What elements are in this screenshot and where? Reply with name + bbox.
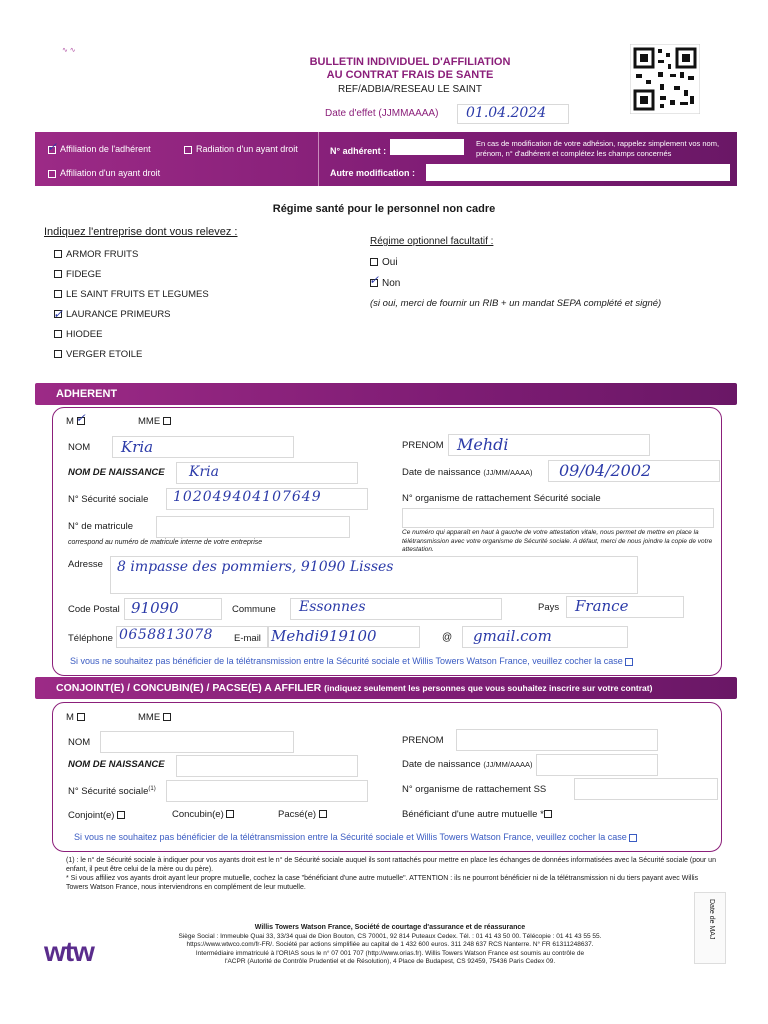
commune-label: Commune: [232, 604, 276, 615]
conjoint-secu-field[interactable]: [166, 780, 368, 802]
entreprise-prompt: Indiquez l'entreprise dont vous relevez :: [44, 226, 238, 238]
secu-label: N° Sécurité sociale: [68, 494, 149, 505]
email-user-value: Mehdi919100: [271, 627, 377, 645]
nom-naissance-value: Kria: [189, 464, 219, 480]
company-fidege[interactable]: FIDEGE: [54, 265, 209, 285]
autre-modification-field[interactable]: [426, 164, 730, 181]
qr-code-icon: [630, 44, 700, 114]
regime-title: Régime santé pour le personnel non cadre: [272, 203, 496, 215]
secu-value: 102049404107649: [173, 489, 322, 505]
checkbox-teletrans-adherent[interactable]: [625, 658, 633, 666]
civilite-mme[interactable]: MME: [138, 416, 175, 427]
option-affiliation-ayant-droit[interactable]: Affiliation d'un ayant droit: [48, 168, 160, 178]
nom-naissance-field[interactable]: [176, 462, 358, 484]
matricule-field[interactable]: [156, 516, 350, 538]
date-maj-box: [694, 892, 726, 964]
conjoint-prenom-field[interactable]: [456, 729, 658, 751]
checkbox-conjoint-mme[interactable]: [163, 713, 171, 721]
conjoint-teletrans-note[interactable]: Si vous ne souhaitez pas bénéficier de la télétransmission entre la Sécurité sociale et Willis Towers Watson France, veuillez cocher la case: [74, 832, 641, 842]
conjoint-civilite-mme[interactable]: MME: [138, 712, 175, 723]
conjoint-section-title: [56, 682, 652, 694]
organisme-note: Ce numéro qui apparaît en haut à gauche de votre attestation vitale, nous permet de mettre en place la télétransmission avec votre organisme de Sécurité sociale. A défaut, merci de nous joindre la copie de votre attestation.: [402, 529, 713, 553]
prenom-field[interactable]: [448, 434, 650, 456]
date-naissance-value: 09/04/2002: [559, 461, 652, 480]
company-le-saint[interactable]: LE SAINT FRUITS ET LEGUMES: [54, 285, 209, 305]
autre-modification-label: Autre modification :: [330, 168, 415, 178]
email-domain-field[interactable]: [462, 626, 628, 648]
modification-note: En cas de modification de votre adhésion, rappelez simplement vos nom, prénom, n° d'adhérent et complétez les champs concernés: [476, 139, 720, 158]
adherent-section-title: ADHERENT: [56, 388, 118, 400]
optional-oui[interactable]: Oui: [370, 257, 398, 268]
wtw-logo: wtw: [44, 936, 94, 967]
email-domain-value: gmail.com: [473, 627, 552, 645]
conjoint-date-naissance-label: Date de naissance (JJ/MM/AAAA): [402, 759, 533, 770]
checkbox-mme[interactable]: [163, 417, 171, 425]
company-list: [54, 245, 209, 365]
footnote-1: (1) : le n° de Sécurité sociale à indiquer pour vos ayants droit est le n° de Sécurité sociale auquel ils sont rattachés pour mettre en place les échanges de données informatisées avec la Sécurité sociale (pour un enfant, il peut être celui de la mère ou du père).: [66, 857, 716, 873]
secu-field[interactable]: [166, 488, 368, 510]
date-naissance-field[interactable]: [548, 460, 720, 482]
checkbox-affiliation-adherent[interactable]: [48, 146, 56, 154]
option-affiliation-adherent[interactable]: ✓Affiliation de l'adhérent: [48, 144, 151, 154]
checkbox-company[interactable]: [54, 270, 62, 278]
conjoint-nom-naissance-field[interactable]: [176, 755, 358, 777]
conjoint-frame: [52, 702, 722, 852]
checkbox-non[interactable]: [370, 279, 378, 287]
prenom-value: Mehdi: [457, 435, 509, 454]
telephone-value: 0658813078: [119, 627, 214, 643]
checkbox-company[interactable]: [54, 250, 62, 258]
footer-line4: Intermédiaire immatriculé à l'ORIAS sous le n° 07 001 707 (http://www.orias.fr). Willis Towers Watson France est soumis au contrôle de: [195, 949, 585, 957]
nom-label: NOM: [68, 442, 91, 453]
code-postal-label: Code Postal: [68, 604, 120, 615]
footer-line5: l'ACPR (Autorité de Contrôle Prudentiel et de Résolution), 4 Place de Budapest, CS 92459, 75436 Paris Cedex 09.: [224, 958, 556, 965]
optional-non[interactable]: ✓Non: [370, 278, 400, 289]
conjoint-nom-label: NOM: [68, 737, 91, 748]
footer-company: Willis Towers Watson France, Société de courtage d'assurance et de réassurance: [254, 924, 526, 931]
code-postal-value: 91090: [131, 599, 179, 617]
matricule-label: N° de matricule: [68, 521, 134, 532]
conjoint-date-naissance-field[interactable]: [536, 754, 658, 776]
pays-value: France: [575, 597, 629, 615]
form-title-line2: AU CONTRAT FRAIS DE SANTE: [326, 69, 494, 81]
option-radiation-ayant-droit[interactable]: Radiation d'un ayant droit: [184, 144, 298, 154]
type-conjoint[interactable]: Conjoint(e): [68, 810, 129, 821]
nom-value: Kria: [121, 438, 154, 456]
nom-naissance-label: NOM DE NAISSANCE: [68, 467, 165, 478]
num-adherent-label: N° adhérent :: [330, 146, 387, 156]
form-title-line1: BULLETIN INDIVIDUEL D'AFFILIATION: [309, 56, 511, 68]
adresse-value: 8 impasse des pommiers, 91090 Lisses: [117, 559, 394, 575]
footer-text: [140, 924, 640, 967]
civilite-m[interactable]: M ✓: [66, 416, 89, 427]
autre-mutuelle[interactable]: Bénéficiant d'une autre mutuelle *: [402, 809, 556, 820]
adresse-field[interactable]: [110, 556, 638, 594]
conjoint-nom-field[interactable]: [100, 731, 294, 753]
footnote-2: * Si vous affiliez vos ayants droit ayant leur propre mutuelle, cochez la case "bénéficiant d'une autre mutuelle". ATTENTION : ils ne pourront bénéficier ni de la télétransmission ni du tiers payant avec Willis Towers Watson France, nous interviendrons en complément de leur mutuelle.: [66, 875, 699, 891]
email-user-field[interactable]: [268, 626, 420, 648]
company-hiodee[interactable]: HIODEE: [54, 325, 209, 345]
checkbox-oui[interactable]: [370, 258, 378, 266]
company-verger-etoile[interactable]: VERGER ETOILE: [54, 345, 209, 365]
reference: REF/ADBIA/RESEAU LE SAINT: [338, 84, 482, 95]
email-label: E-mail: [234, 633, 261, 644]
form-title: [250, 56, 570, 82]
date-effet-field[interactable]: [457, 104, 569, 124]
adherent-band: [35, 383, 737, 405]
company-armor-fruits[interactable]: ARMOR FRUITS: [54, 245, 209, 265]
code-postal-field[interactable]: [124, 598, 222, 620]
date-effet-label: Date d'effet (JJMMAAAA): [325, 108, 439, 119]
pays-label: Pays: [538, 602, 560, 613]
date-maj-label: Date de MAJ: [708, 899, 715, 940]
conjoint-subtitle: (indiquez seulement les personnes que vous souhaitez inscrire sur votre contrat): [324, 683, 653, 693]
num-adherent-field[interactable]: [390, 139, 464, 155]
footer-line3: https://www.wtwco.com/fr-FR/. Société par actions simplifiée au capital de 1 432 600 euros. 311 248 637 RCS Nanterre. N° FR 61311248637.: [186, 941, 594, 948]
commune-field[interactable]: [290, 598, 502, 620]
conjoint-secu-label: N° Sécurité sociale$^{(1)}$: [68, 786, 156, 798]
telephone-label: Téléphone: [68, 633, 113, 644]
checkbox-m[interactable]: [77, 417, 85, 425]
checkbox-conjoint-m[interactable]: [77, 713, 85, 721]
optional-note: (si oui, merci de fournir un RIB + un mandat SEPA complété et signé): [370, 298, 662, 309]
optional-regime-title: Régime optionnel facultatif :: [370, 236, 494, 247]
adherent-teletrans-note[interactable]: Si vous ne souhaitez pas bénéficier de la télétransmission entre la Sécurité sociale et Willis Towers Watson France, veuillez cocher la case: [70, 656, 637, 666]
type-concubin[interactable]: Concubin(e): [172, 809, 238, 820]
footer-line2: Siège Social : Immeuble Quai 33, 33/34 quai de Dion Bouton, CS 70001, 92 814 Puteaux Cedex. Tél. : 01 41 43 50 00. Télécopie : 01 41 43 55 55.: [178, 932, 602, 940]
date-naissance-label: Date de naissance (JJ/MM/AAAA): [402, 467, 533, 478]
conjoint-organisme-label: N° organisme de rattachement SS: [402, 784, 547, 795]
checkbox-autre-mutuelle[interactable]: [544, 810, 552, 818]
organisme-field[interactable]: [402, 508, 714, 528]
checkbox-affiliation-ayant-droit[interactable]: [48, 170, 56, 178]
checkbox-company[interactable]: [54, 350, 62, 358]
date-effet-value: 01.04.2024: [466, 105, 547, 121]
commune-value: Essonnes: [299, 599, 366, 615]
matricule-note: correspond au numéro de matricule interne de votre entreprise: [68, 539, 263, 546]
conjoint-nom-naissance-label: NOM DE NAISSANCE: [68, 759, 165, 770]
email-at: @: [442, 632, 453, 643]
conjoint-civilite-m[interactable]: M: [66, 712, 89, 723]
nom-field[interactable]: [112, 436, 294, 458]
checkbox-company[interactable]: [54, 330, 62, 338]
type-pacse[interactable]: Pacsé(e): [278, 809, 331, 820]
checkbox-company-checked[interactable]: [54, 310, 62, 318]
company-laurance-primeurs[interactable]: ✓LAURANCE PRIMEURS: [54, 305, 209, 325]
organisme-label: N° organisme de rattachement Sécurité sociale: [402, 493, 601, 504]
conjoint-title: CONJOINT(E) / CONCUBIN(E) / PACSE(E) A AFFILIER: [56, 682, 322, 694]
checkbox-conjoint[interactable]: [117, 811, 125, 819]
conjoint-prenom-label: PRENOM: [402, 735, 444, 746]
prenom-label: PRENOM: [402, 440, 444, 451]
band-divider: [318, 132, 319, 186]
pays-field[interactable]: [566, 596, 684, 618]
adresse-label: Adresse: [68, 559, 103, 570]
checkbox-pacse[interactable]: [319, 810, 327, 818]
conjoint-organisme-field[interactable]: [574, 778, 718, 800]
checkbox-radiation[interactable]: [184, 146, 192, 154]
scribble-mark: ∿ ∿: [62, 47, 76, 54]
checkbox-teletrans-conjoint[interactable]: [629, 834, 637, 842]
checkbox-concubin[interactable]: [226, 810, 234, 818]
checkbox-company[interactable]: [54, 290, 62, 298]
